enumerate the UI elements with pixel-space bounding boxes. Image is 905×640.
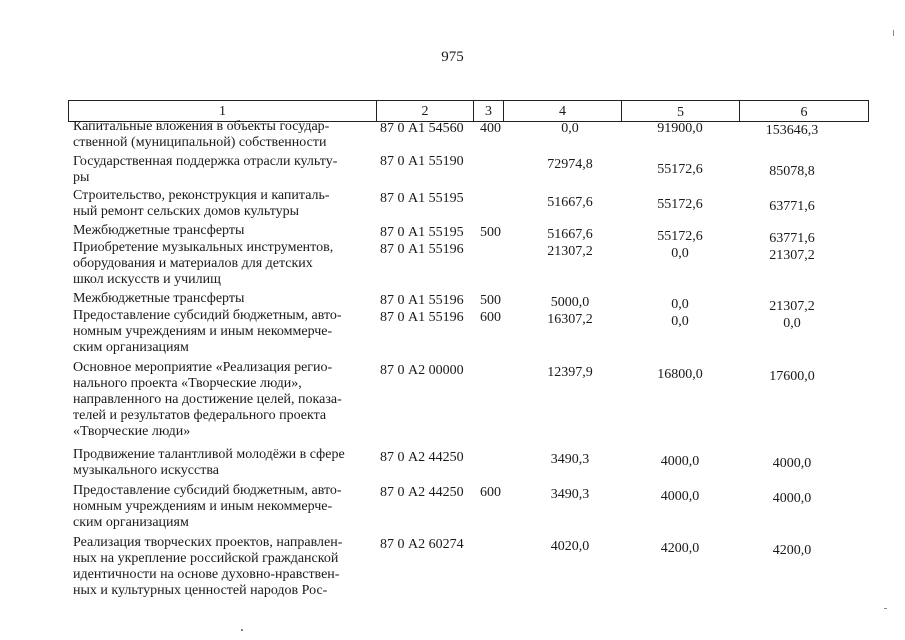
row-1-desc-line: ры xyxy=(73,170,90,185)
row-7-desc-line: «Творческие люди» xyxy=(73,424,191,439)
row-7-description xyxy=(73,360,370,440)
row-10-col5: 4200,0 xyxy=(660,541,700,556)
header-col-1: 1 xyxy=(69,101,377,122)
row-5-desc-line: Межбюджетные трансферты xyxy=(73,291,245,306)
row-8-desc-line: музыкального искусства xyxy=(73,463,219,478)
row-6-desc-line: Предоставление субсидий бюджетным, авто- xyxy=(73,308,342,323)
row-3-code: 87 0 А1 55195 xyxy=(380,225,464,240)
row-6-col6: 0,0 xyxy=(783,316,801,331)
row-7-code: 87 0 А2 00000 xyxy=(380,363,464,378)
row-10-description xyxy=(73,535,370,599)
scan-speck xyxy=(884,608,887,609)
header-col-2: 2 xyxy=(377,101,474,122)
row-4-description xyxy=(73,240,370,288)
header-col-4: 4 xyxy=(504,101,622,122)
row-1-col5: 55172,6 xyxy=(657,162,703,177)
row-0-code: 87 0 А1 54560 xyxy=(380,121,464,136)
row-3-col4: 51667,6 xyxy=(547,227,593,242)
row-0-col4: 0,0 xyxy=(561,121,579,136)
row-5-vr: 500 xyxy=(480,293,501,308)
row-10-code: 87 0 А2 60274 xyxy=(380,537,464,552)
row-6-desc-line: ским организациям xyxy=(73,340,189,355)
row-2-description xyxy=(73,188,370,220)
row-3-description xyxy=(73,223,370,239)
row-4-col4: 21307,2 xyxy=(547,244,593,259)
row-4-col6: 21307,2 xyxy=(769,248,815,263)
header-col-3: 3 xyxy=(474,101,504,122)
row-6-description xyxy=(73,308,370,356)
row-2-col4: 51667,6 xyxy=(547,195,593,210)
row-4-col5: 0,0 xyxy=(671,246,689,261)
row-9-desc-line: ским организациям xyxy=(73,515,189,530)
row-4-desc-line: школ искусств и училищ xyxy=(73,272,221,287)
row-5-col5: 0,0 xyxy=(671,297,689,312)
row-8-col4: 3490,3 xyxy=(550,452,590,467)
row-0-desc-line: Капитальные вложения в объекты государ- xyxy=(73,119,330,134)
row-7-col4: 12397,9 xyxy=(547,365,593,380)
row-7-desc-line: Основное мероприятие «Реализация регио- xyxy=(73,360,333,375)
row-7-col6: 17600,0 xyxy=(769,369,815,384)
row-5-col4: 5000,0 xyxy=(550,295,590,310)
row-1-code: 87 0 А1 55190 xyxy=(380,154,464,169)
row-2-code: 87 0 А1 55195 xyxy=(380,191,464,206)
row-7-desc-line: нального проекта «Творческие люди», xyxy=(73,376,302,391)
row-10-col6: 4200,0 xyxy=(772,543,812,558)
row-7-desc-line: телей и результатов федерального проекта xyxy=(73,408,327,423)
row-2-col6: 63771,6 xyxy=(769,199,815,214)
header-col-5: 5 xyxy=(622,101,740,122)
row-1-desc-line: Государственная поддержка отрасли культу- xyxy=(73,154,338,169)
row-5-code: 87 0 А1 55196 xyxy=(380,293,464,308)
row-0-description xyxy=(73,119,370,151)
row-5-col6: 21307,2 xyxy=(769,299,815,314)
row-10-desc-line: идентичности на основе духовно-нравствен- xyxy=(73,567,340,582)
row-0-vr: 400 xyxy=(480,121,501,136)
row-3-col5: 55172,6 xyxy=(657,229,703,244)
row-8-description xyxy=(73,447,370,479)
row-4-desc-line: Приобретение музыкальных инструментов, xyxy=(73,240,334,255)
row-4-desc-line: оборудования и материалов для детских xyxy=(73,256,313,271)
row-6-col5: 0,0 xyxy=(671,314,689,329)
row-9-vr: 600 xyxy=(480,485,501,500)
row-3-desc-line: Межбюджетные трансферты xyxy=(73,223,245,238)
row-8-col6: 4000,0 xyxy=(772,456,812,471)
row-6-col4: 16307,2 xyxy=(547,312,593,327)
row-2-col5: 55172,6 xyxy=(657,197,703,212)
page-number: 975 xyxy=(441,49,464,65)
row-6-desc-line: номным учреждениям и иным некоммерче- xyxy=(73,324,333,339)
row-1-col4: 72974,8 xyxy=(547,157,593,172)
row-3-col6: 63771,6 xyxy=(769,231,815,246)
row-9-col4: 3490,3 xyxy=(550,487,590,502)
row-9-desc-line: Предоставление субсидий бюджетным, авто- xyxy=(73,483,342,498)
row-9-desc-line: номным учреждениям и иным некоммерче- xyxy=(73,499,333,514)
row-10-desc-line: ных и культурных ценностей народов Рос- xyxy=(73,583,328,598)
row-8-code: 87 0 А2 44250 xyxy=(380,450,464,465)
row-5-description xyxy=(73,291,370,307)
row-8-col5: 4000,0 xyxy=(660,454,700,469)
scan-speck xyxy=(241,629,243,631)
row-8-desc-line: Продвижение талантливой молодёжи в сфере xyxy=(73,447,345,462)
row-9-description xyxy=(73,483,370,531)
row-10-col4: 4020,0 xyxy=(550,539,590,554)
row-0-desc-line: ственной (муниципальной) собственности xyxy=(73,135,327,150)
row-9-col5: 4000,0 xyxy=(660,489,700,504)
row-10-desc-line: Реализация творческих проектов, направлен- xyxy=(73,535,343,550)
row-6-vr: 600 xyxy=(480,310,501,325)
row-3-vr: 500 xyxy=(480,225,501,240)
row-2-desc-line: Строительство, реконструкция и капиталь- xyxy=(73,188,330,203)
row-7-desc-line: направленного на достижение целей, показа- xyxy=(73,392,342,407)
row-9-col6: 4000,0 xyxy=(772,491,812,506)
row-1-col6: 85078,8 xyxy=(769,164,815,179)
row-2-desc-line: ный ремонт сельских домов культуры xyxy=(73,204,300,219)
row-1-description xyxy=(73,154,370,186)
row-4-code: 87 0 А1 55196 xyxy=(380,242,464,257)
row-10-desc-line: ных на укрепление российской гражданской xyxy=(73,551,339,566)
row-7-col5: 16800,0 xyxy=(657,367,703,382)
row-9-code: 87 0 А2 44250 xyxy=(380,485,464,500)
row-6-code: 87 0 А1 55196 xyxy=(380,310,464,325)
scan-speck xyxy=(893,30,894,36)
header-col-6: 6 xyxy=(740,101,869,122)
row-0-col5: 91900,0 xyxy=(657,121,703,136)
row-0-col6: 153646,3 xyxy=(765,123,819,138)
